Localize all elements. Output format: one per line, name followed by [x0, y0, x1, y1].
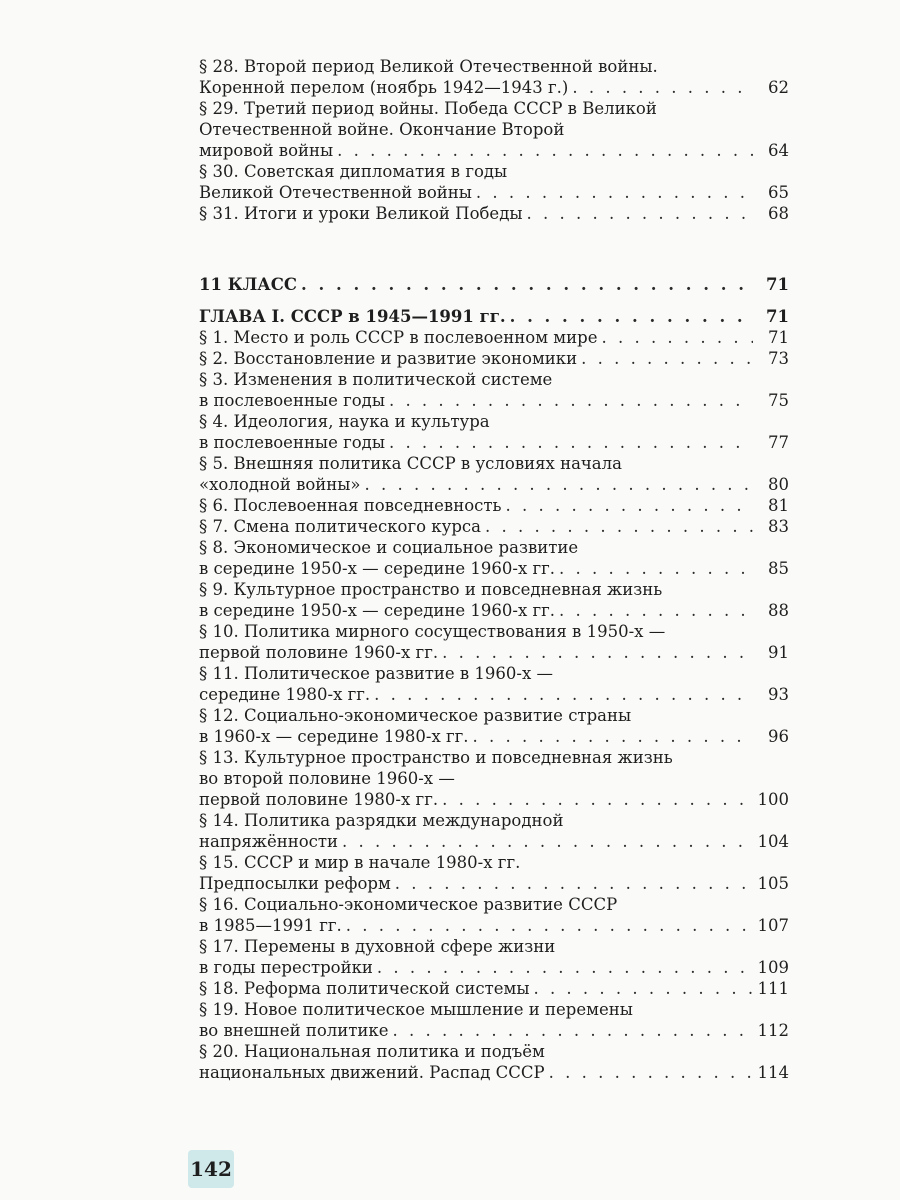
toc-entry-text: § 20. Национальная политика и подъём	[199, 1042, 545, 1061]
toc-entry-text: «холодной войны»	[199, 475, 361, 494]
toc-entry	[199, 203, 789, 224]
toc-entry	[199, 852, 789, 894]
toc-entry	[199, 453, 789, 495]
toc-entry-text: § 15. СССР и мир в начале 1980-х гг.	[199, 853, 521, 872]
leader-dots	[389, 390, 753, 411]
toc-entry-text: § 3. Изменения в политической системе	[199, 370, 553, 389]
toc-entry-page: 112	[757, 1021, 789, 1040]
toc-entry-text: § 1. Место и роль СССР в послевоенном мире	[199, 328, 598, 347]
toc-entry-page: 93	[768, 685, 789, 704]
toc-entry-page: 105	[757, 874, 789, 893]
toc-entry-text: § 30. Советская дипломатия в годы	[199, 162, 508, 181]
toc-entry-text: национальных движений. Распад СССР	[199, 1063, 545, 1082]
leader-dots	[559, 600, 753, 621]
toc-entry-text: Предпосылки реформ	[199, 874, 391, 893]
toc-entry-text: § 28. Второй период Великой Отечественной войны.	[199, 57, 658, 76]
chapter-heading-text: ГЛАВА I. СССР в 1945—1991 гг.	[199, 307, 506, 326]
toc-entry-text: в годы перестройки	[199, 958, 373, 977]
toc-entry	[199, 978, 789, 999]
class-heading-text: 11 КЛАСС	[199, 275, 298, 294]
toc-entry-page: 114	[757, 1063, 789, 1082]
leader-dots	[337, 140, 753, 161]
toc-entry-text: § 9. Культурное пространство и повседневная жизнь	[199, 580, 663, 599]
toc-entry-page: 100	[757, 790, 789, 809]
toc-entry	[199, 348, 789, 369]
leader-dots	[549, 1062, 753, 1083]
chapter-heading-page: 71	[766, 307, 789, 326]
class-heading-page: 71	[766, 275, 789, 294]
toc-entry-page: 83	[768, 517, 789, 536]
leader-dots	[377, 957, 753, 978]
toc-entry-page: 62	[768, 78, 789, 97]
toc-entry-text: § 29. Третий период войны. Победа СССР в Великой	[199, 99, 657, 118]
toc-entry-text: § 11. Политическое развитие в 1960-х —	[199, 664, 554, 683]
toc-entry-text: § 19. Новое политическое мышление и перемены	[199, 1000, 633, 1019]
leader-dots	[392, 1020, 753, 1041]
toc-entry-text: в середине 1950-х — середине 1960-х гг.	[199, 559, 556, 578]
toc-entry-page: 68	[768, 204, 789, 223]
leader-dots	[395, 873, 753, 894]
toc-entry-text: § 14. Политика разрядки международной	[199, 811, 564, 830]
leader-dots	[476, 182, 753, 203]
toc-entry-text: середине 1980-х гг.	[199, 685, 371, 704]
toc-entry	[199, 810, 789, 852]
leader-dots	[301, 274, 753, 295]
page-number-badge	[188, 1150, 234, 1188]
toc-entry-text: § 8. Экономическое и социальное развитие	[199, 538, 579, 557]
toc-entry	[199, 537, 789, 579]
toc-entry	[199, 999, 789, 1041]
toc-entry	[199, 56, 789, 98]
leader-dots	[559, 558, 753, 579]
toc-entry	[199, 621, 789, 663]
leader-dots	[442, 642, 753, 663]
toc-entry-text: Отечественной войне. Окончание Второй	[199, 120, 565, 139]
toc-entry	[199, 579, 789, 621]
toc-entry-text: в послевоенные годы	[199, 391, 385, 410]
toc-entry-text: § 10. Политика мирного сосуществования в 1950-х —	[199, 622, 666, 641]
toc-entry-page: 107	[757, 916, 789, 935]
toc-entry-page: 73	[768, 349, 789, 368]
leader-dots	[506, 495, 754, 516]
toc-entry	[199, 411, 789, 453]
toc-entry	[199, 1041, 789, 1083]
toc-entry-page: 64	[768, 141, 789, 160]
toc-entry	[199, 705, 789, 747]
toc-entry-text: в середине 1950-х — середине 1960-х гг.	[199, 601, 556, 620]
toc-entry	[199, 98, 789, 161]
toc-entry-text: во второй половине 1960-х —	[199, 769, 455, 788]
leader-dots	[572, 77, 753, 98]
toc-entry-text: § 2. Восстановление и развитие экономики	[199, 349, 578, 368]
toc-entry	[199, 161, 789, 203]
toc-entry-text: § 13. Культурное пространство и повседневная жизнь	[199, 748, 673, 767]
toc-entry-page: 77	[768, 433, 789, 452]
toc-entry-page: 104	[757, 832, 789, 851]
toc-entry-text: § 18. Реформа политической системы	[199, 979, 530, 998]
chapter-heading	[199, 306, 789, 327]
leader-dots	[389, 432, 753, 453]
toc-entry-text: первой половине 1980-х гг.	[199, 790, 439, 809]
toc-entry-text: первой половине 1960-х гг.	[199, 643, 439, 662]
leader-dots	[581, 348, 753, 369]
toc-entry-text: напряжённости	[199, 832, 339, 851]
toc-entry	[199, 936, 789, 978]
toc-entry	[199, 747, 789, 810]
toc-entry-page: 75	[768, 391, 789, 410]
toc-entry	[199, 663, 789, 705]
leader-dots	[342, 831, 753, 852]
leader-dots	[533, 978, 753, 999]
toc-entry	[199, 327, 789, 348]
leader-dots	[346, 915, 753, 936]
leader-dots	[473, 726, 753, 747]
leader-dots	[365, 474, 753, 495]
toc-entry-text: Великой Отечественной войны	[199, 183, 472, 202]
toc-entry-text: в 1985—1991 гг.	[199, 916, 342, 935]
toc-entry-text: в послевоенные годы	[199, 433, 385, 452]
toc-entry-text: Коренной перелом (ноябрь 1942—1943 г.)	[199, 78, 569, 97]
toc-entry-text: § 16. Социально-экономическое развитие СССР	[199, 895, 618, 914]
toc-entry-page: 96	[768, 727, 789, 746]
toc-entry-page: 80	[768, 475, 789, 494]
toc-entry-text: § 7. Смена политического курса	[199, 517, 481, 536]
toc-entry	[199, 516, 789, 537]
class-heading	[199, 274, 789, 295]
leader-dots	[374, 684, 753, 705]
toc-entry-text: § 31. Итоги и уроки Великой Победы	[199, 204, 523, 223]
page-number: 142	[190, 1157, 232, 1181]
leader-dots	[510, 306, 753, 327]
leader-dots	[527, 203, 754, 224]
toc-part-1	[199, 56, 789, 224]
toc-entry-page: 65	[768, 183, 789, 202]
toc-entry-text: во внешней политике	[199, 1021, 389, 1040]
toc-entry-text: мировой войны	[199, 141, 334, 160]
toc-entry-page: 71	[768, 328, 789, 347]
toc-entry-text: § 5. Внешняя политика СССР в условиях начала	[199, 454, 622, 473]
toc-entry-page: 91	[768, 643, 789, 662]
toc-entry	[199, 495, 789, 516]
toc-entry	[199, 369, 789, 411]
toc-entry-page: 109	[757, 958, 789, 977]
toc-entry-text: § 12. Социально-экономическое развитие страны	[199, 706, 632, 725]
toc-entry-page: 85	[768, 559, 789, 578]
toc-entry	[199, 894, 789, 936]
leader-dots	[442, 789, 753, 810]
leader-dots	[601, 327, 753, 348]
table-of-contents	[199, 56, 789, 1083]
leader-dots	[485, 516, 753, 537]
toc-entry-page: 81	[768, 496, 789, 515]
toc-entry-text: § 17. Перемены в духовной сфере жизни	[199, 937, 556, 956]
toc-entry-page: 111	[757, 979, 789, 998]
toc-part-2	[199, 327, 789, 1083]
toc-entry-text: в 1960-х — середине 1980-х гг.	[199, 727, 469, 746]
toc-entry-text: § 4. Идеология, наука и культура	[199, 412, 490, 431]
toc-entry-text: § 6. Послевоенная повседневность	[199, 496, 502, 515]
toc-entry-page: 88	[768, 601, 789, 620]
